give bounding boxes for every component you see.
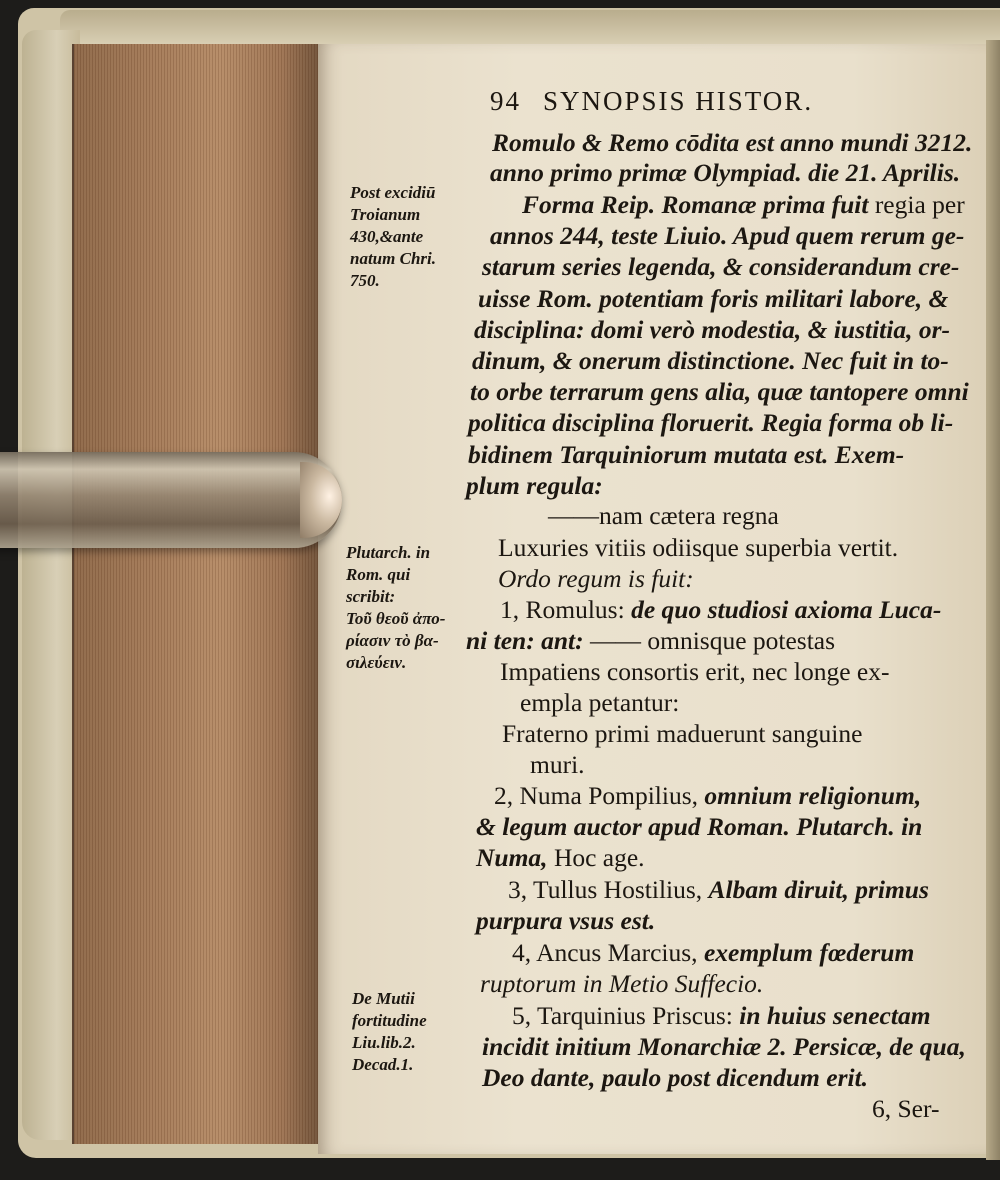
text-span: Albam diruit, primus: [708, 875, 929, 904]
text-span: exemplum fœderum: [703, 938, 915, 967]
text-line: [466, 626, 835, 656]
margin-note-line: Troianum: [350, 205, 421, 224]
text-line: empla petantur:: [520, 688, 680, 717]
text-span: Forma Reip. Romanæ prima fuit: [522, 190, 875, 219]
margin-note-line: Plutarch. in: [346, 543, 431, 562]
margin-note-mutius: [352, 988, 427, 1076]
text-line: annos 244, teste Liuio. Apud quem rerum ge-: [490, 221, 965, 250]
text-line: to orbe terrarum gens alia, quæ tantopere omni: [470, 377, 969, 406]
text-line: purpura vsus est.: [476, 906, 656, 935]
book-right-edge: [986, 40, 1000, 1160]
text-line: [522, 190, 965, 220]
text-line: Luxuries vitiis odiisque superbia vertit.: [498, 533, 899, 562]
margin-note-line: natum Chri.: [350, 249, 436, 268]
glass-rod: [0, 452, 342, 548]
text-line: [500, 595, 941, 625]
margin-note-line: σιλεύειν.: [346, 653, 407, 672]
text-span: in huius senectam: [739, 1001, 931, 1030]
text-span: Numa,: [476, 843, 554, 872]
text-line: & legum auctor apud Roman. Plutarch. in: [476, 812, 923, 841]
text-span: Hoc age.: [553, 843, 645, 872]
text-line: incidit initium Monarchiæ 2. Persicæ, de qua,: [482, 1032, 966, 1061]
stacked-page-edges: [72, 44, 322, 1144]
text-line: Impatiens consortis erit, nec longe ex-: [500, 657, 890, 686]
text-span: de quo studiosi axioma Luca-: [631, 595, 942, 624]
text-line: bidinem Tarquiniorum mutata est. Exem-: [468, 440, 905, 469]
text-span: —— omnisque potestas: [589, 626, 836, 655]
margin-note-line: Τοῦ θεοῦ ἀπο-: [346, 609, 446, 628]
margin-note-line: Post excidiū: [350, 183, 436, 202]
text-line: uisse Rom. potentiam foris militari labore, &: [478, 284, 949, 313]
margin-note-line: 750.: [350, 271, 380, 290]
text-span: regia per: [874, 190, 965, 219]
text-line: [494, 781, 921, 811]
text-line: anno primo primæ Olympiad. die 21. Aprilis.: [490, 158, 961, 187]
text-line: [508, 875, 929, 905]
text-line: plum regula:: [466, 471, 603, 500]
text-span: 4, Ancus Marcius,: [512, 938, 704, 967]
text-line: Romulo & Remo cōdita est anno mundi 3212.: [492, 128, 973, 157]
text-line: ——nam cætera regna: [548, 501, 779, 530]
text-line: dinum, & onerum distinctione. Nec fuit in to-: [472, 346, 949, 375]
text-line: politica disciplina floruerit. Regia forma ob li-: [468, 408, 954, 437]
text-span: 1, Romulus:: [500, 595, 632, 624]
text-span: ni ten: ant:: [466, 626, 590, 655]
margin-note-line: Liu.lib.2.: [352, 1033, 416, 1052]
text-line: muri.: [530, 750, 585, 779]
catchword: 6, Ser-: [872, 1094, 940, 1123]
text-span: 2, Numa Pompilius,: [494, 781, 705, 810]
text-line: ruptorum in Metio Suffecio.: [480, 969, 764, 998]
margin-note-plutarch: [346, 542, 445, 674]
page-number: 94: [490, 86, 521, 116]
text-line: starum series legenda, & considerandum cre-: [482, 252, 960, 281]
margin-note-line: scribit:: [346, 587, 396, 606]
text-span: 5, Tarquinius Priscus:: [512, 1001, 740, 1030]
running-title: SYNOPSIS HISTOR.: [543, 86, 814, 116]
margin-note-troy: [350, 182, 436, 292]
margin-note-line: 430,&ante: [350, 227, 424, 246]
text-line: [512, 938, 914, 968]
book-cover-top-edge: [60, 10, 1000, 44]
margin-note-line: Rom. qui: [346, 565, 411, 584]
text-span: omnium religionum,: [704, 781, 922, 810]
text-line: [512, 1001, 931, 1031]
text-line: Deo dante, paulo post dicendum erit.: [482, 1063, 869, 1092]
text-span: 3, Tullus Hostilius,: [508, 875, 709, 904]
text-line: Fraterno primi maduerunt sanguine: [502, 719, 863, 748]
margin-note-line: Decad.1.: [352, 1055, 414, 1074]
margin-note-line: ρίασιν τὸ βα-: [346, 631, 439, 650]
margin-note-line: De Mutii: [352, 989, 415, 1008]
margin-note-line: fortitudine: [352, 1011, 427, 1030]
running-header: [490, 86, 813, 117]
text-line: Ordo regum is fuit:: [498, 564, 694, 593]
text-line: [476, 843, 645, 873]
text-line: disciplina: domi verò modestia, & iustitia, or-: [474, 315, 951, 344]
